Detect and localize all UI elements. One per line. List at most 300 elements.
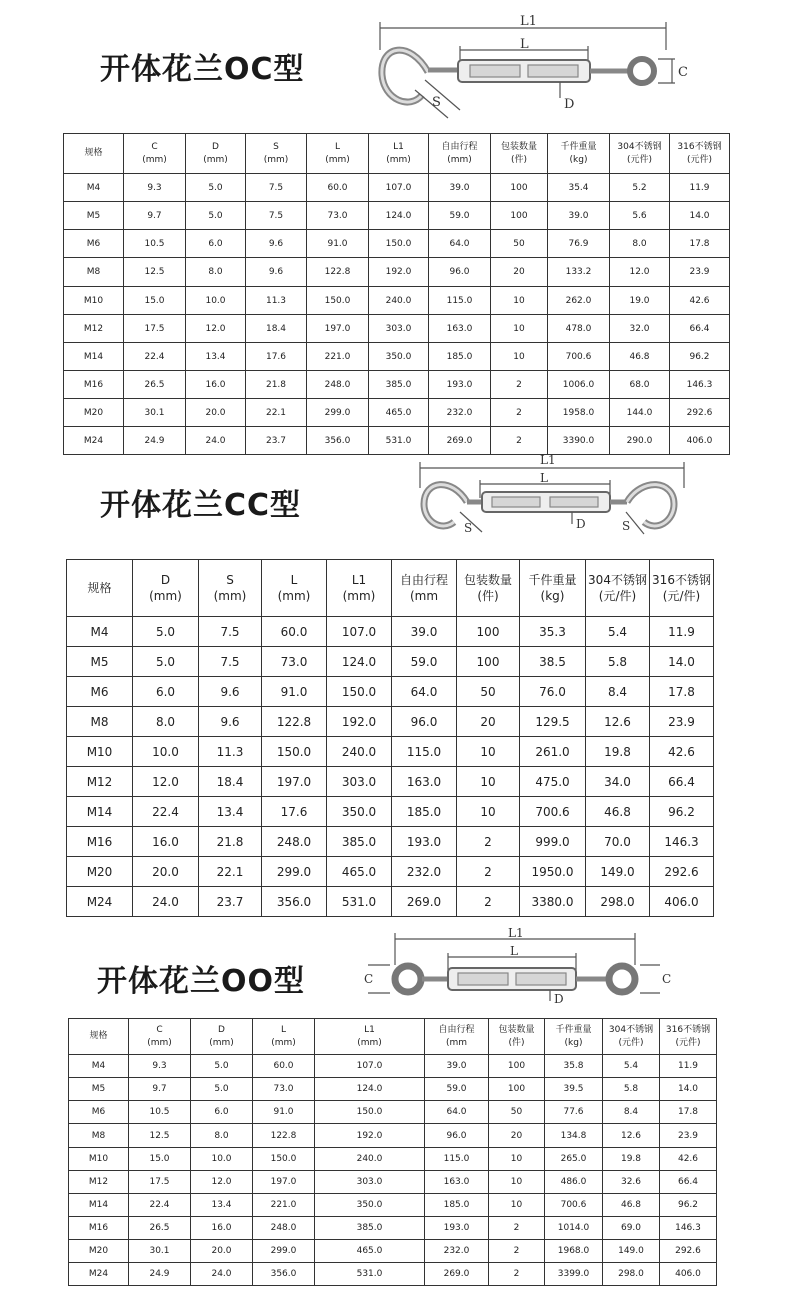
table-cell: 163.0: [429, 315, 491, 343]
table-row: [69, 1194, 717, 1217]
table-cell: 5.4: [603, 1055, 660, 1078]
table-row: [64, 427, 730, 455]
table-cell: 14.0: [670, 202, 730, 230]
column-header: [520, 560, 586, 617]
row-spec-cell: M24: [64, 427, 124, 455]
table-cell: 35.3: [520, 617, 586, 647]
table-cell: 59.0: [425, 1078, 489, 1101]
table-row: [67, 737, 714, 767]
table-cell: 66.4: [650, 767, 714, 797]
column-header-label: 千件重量: [555, 1025, 592, 1036]
table-cell: 290.0: [610, 427, 670, 455]
dim-label-s-right: S: [622, 519, 631, 533]
table-cell: 5.0: [186, 174, 246, 202]
table-cell: 60.0: [307, 174, 369, 202]
table-cell: 18.4: [246, 315, 307, 343]
table-cell: 14.0: [660, 1078, 717, 1101]
table-cell: 8.0: [610, 230, 670, 258]
row-spec-cell: M12: [67, 767, 133, 797]
table-cell: 16.0: [186, 371, 246, 399]
table-cell: 10: [489, 1148, 545, 1171]
table-cell: 12.0: [186, 315, 246, 343]
table-cell: 59.0: [392, 647, 457, 677]
table-cell: 91.0: [307, 230, 369, 258]
table-cell: 2: [489, 1217, 545, 1240]
column-header-unit: (件): [508, 1037, 525, 1048]
oc-spec-table: [63, 133, 730, 455]
table-cell: 999.0: [520, 827, 586, 857]
table-row: [67, 767, 714, 797]
table-cell: 21.8: [246, 371, 307, 399]
column-header: [603, 1019, 660, 1055]
table-cell: 9.6: [246, 230, 307, 258]
table-cell: 9.7: [129, 1078, 191, 1101]
table-cell: 24.9: [124, 427, 186, 455]
row-spec-cell: M5: [67, 647, 133, 677]
table-row: [69, 1101, 717, 1124]
table-cell: 10.5: [129, 1101, 191, 1124]
column-header: [670, 134, 730, 174]
table-row: [69, 1055, 717, 1078]
row-spec-cell: M16: [67, 827, 133, 857]
dim-label-s: S: [464, 521, 473, 535]
table-cell: 34.0: [586, 767, 650, 797]
table-cell: 299.0: [253, 1240, 315, 1263]
table-cell: 32.6: [603, 1171, 660, 1194]
table-cell: 66.4: [660, 1171, 717, 1194]
table-cell: 240.0: [315, 1148, 425, 1171]
table-cell: 5.6: [610, 202, 670, 230]
table-cell: 26.5: [129, 1217, 191, 1240]
table-row: [69, 1124, 717, 1148]
table-cell: 11.3: [246, 287, 307, 315]
column-header-label: 规格: [84, 148, 103, 159]
column-header: [457, 560, 520, 617]
oc-turnbuckle-diagram: [370, 10, 700, 120]
table-cell: 192.0: [369, 258, 429, 287]
table-cell: 221.0: [307, 343, 369, 371]
table-cell: 133.2: [548, 258, 610, 287]
column-header-unit: (mm): [149, 589, 182, 603]
table-row: [64, 343, 730, 371]
table-cell: 146.3: [660, 1217, 717, 1240]
table-cell: 197.0: [253, 1171, 315, 1194]
row-spec-cell: M5: [64, 202, 124, 230]
table-cell: 265.0: [545, 1148, 603, 1171]
row-spec-cell: M20: [67, 857, 133, 887]
table-cell: 13.4: [191, 1194, 253, 1217]
table-cell: 46.8: [603, 1194, 660, 1217]
table-cell: 77.6: [545, 1101, 603, 1124]
column-header-unit: (mm: [409, 589, 439, 603]
table-cell: 22.1: [246, 399, 307, 427]
table-cell: 100: [489, 1078, 545, 1101]
row-spec-cell: M14: [69, 1194, 129, 1217]
table-cell: 185.0: [429, 343, 491, 371]
dim-label-l1: L1: [540, 453, 556, 467]
table-cell: 59.0: [429, 202, 491, 230]
table-cell: 478.0: [548, 315, 610, 343]
table-cell: 5.0: [191, 1078, 253, 1101]
table-cell: 163.0: [425, 1171, 489, 1194]
table-cell: 24.9: [129, 1263, 191, 1286]
table-cell: 262.0: [548, 287, 610, 315]
table-row: [69, 1240, 717, 1263]
table-cell: 10: [489, 1171, 545, 1194]
table-cell: 11.3: [199, 737, 262, 767]
table-cell: 13.4: [186, 343, 246, 371]
table-cell: 107.0: [315, 1055, 425, 1078]
column-header-unit: (kg): [540, 589, 565, 603]
column-header-label: 千件重量: [560, 142, 597, 153]
table-cell: 30.1: [129, 1240, 191, 1263]
table-cell: 197.0: [307, 315, 369, 343]
row-spec-cell: M8: [69, 1124, 129, 1148]
table-cell: 7.5: [199, 647, 262, 677]
table-cell: 26.5: [124, 371, 186, 399]
dim-label-d: D: [576, 517, 586, 531]
column-header-unit: (mm): [447, 154, 472, 165]
dim-label-c-left: C: [364, 972, 374, 986]
column-header-label: C: [156, 1025, 163, 1036]
column-header: [186, 134, 246, 174]
table-cell: 2: [489, 1263, 545, 1286]
table-cell: 32.0: [610, 315, 670, 343]
table-cell: 356.0: [253, 1263, 315, 1286]
table-cell: 10: [491, 287, 548, 315]
table-cell: 20.0: [186, 399, 246, 427]
column-header-unit: (mm): [271, 1037, 296, 1048]
table-cell: 292.6: [650, 857, 714, 887]
table-cell: 20: [491, 258, 548, 287]
table-cell: 1006.0: [548, 371, 610, 399]
table-cell: 465.0: [327, 857, 392, 887]
table-cell: 100: [489, 1055, 545, 1078]
table-cell: 150.0: [307, 287, 369, 315]
table-cell: 232.0: [392, 857, 457, 887]
table-cell: 8.4: [586, 677, 650, 707]
table-cell: 7.5: [199, 617, 262, 647]
table-cell: 39.0: [425, 1055, 489, 1078]
table-cell: 10: [457, 737, 520, 767]
table-cell: 10.5: [124, 230, 186, 258]
table-cell: 17.6: [246, 343, 307, 371]
oc-table-body: [64, 174, 730, 455]
table-cell: 76.0: [520, 677, 586, 707]
cc-table-body: [67, 617, 714, 917]
dim-label-c-right: C: [662, 972, 672, 986]
table-cell: 23.7: [199, 887, 262, 917]
table-cell: 46.8: [586, 797, 650, 827]
table-cell: 269.0: [429, 427, 491, 455]
table-cell: 16.0: [133, 827, 199, 857]
table-cell: 2: [457, 827, 520, 857]
column-header-label: D: [218, 1025, 225, 1036]
table-cell: 14.0: [650, 647, 714, 677]
table-cell: 39.5: [545, 1078, 603, 1101]
table-cell: 21.8: [199, 827, 262, 857]
table-cell: 240.0: [327, 737, 392, 767]
section-title-cc: 开体花兰CC型: [100, 488, 302, 523]
table-row: [64, 174, 730, 202]
table-cell: 700.6: [545, 1194, 603, 1217]
column-header: [425, 1019, 489, 1055]
column-header: [67, 560, 133, 617]
table-cell: 10.0: [186, 287, 246, 315]
column-header-unit: (mm): [357, 1037, 382, 1048]
table-cell: 124.0: [369, 202, 429, 230]
table-cell: 11.9: [660, 1055, 717, 1078]
table-cell: 50: [489, 1101, 545, 1124]
table-cell: 299.0: [307, 399, 369, 427]
table-cell: 42.6: [670, 287, 730, 315]
table-row: [67, 617, 714, 647]
oo-spec-table: [68, 1018, 717, 1286]
table-cell: 356.0: [307, 427, 369, 455]
table-cell: 35.8: [545, 1055, 603, 1078]
table-cell: 22.4: [124, 343, 186, 371]
column-header-label: L1: [364, 1025, 375, 1036]
table-cell: 193.0: [392, 827, 457, 857]
table-cell: 10: [457, 797, 520, 827]
table-cell: 10.0: [191, 1148, 253, 1171]
table-cell: 406.0: [670, 427, 730, 455]
table-row: [64, 287, 730, 315]
table-cell: 146.3: [670, 371, 730, 399]
table-cell: 5.0: [133, 617, 199, 647]
table-cell: 115.0: [425, 1148, 489, 1171]
table-cell: 15.0: [124, 287, 186, 315]
row-spec-cell: M24: [69, 1263, 129, 1286]
column-header-unit: (元件): [675, 1037, 701, 1048]
table-cell: 22.4: [129, 1194, 191, 1217]
column-header-unit: (kg): [564, 1037, 583, 1048]
column-header-label: 千件重量: [528, 572, 577, 587]
column-header-unit: (kg): [569, 154, 588, 165]
column-header: [129, 1019, 191, 1055]
table-cell: 465.0: [315, 1240, 425, 1263]
table-cell: 1958.0: [548, 399, 610, 427]
column-header: [69, 1019, 129, 1055]
table-cell: 9.3: [129, 1055, 191, 1078]
row-spec-cell: M6: [69, 1101, 129, 1124]
table-cell: 96.0: [425, 1124, 489, 1148]
table-cell: 150.0: [327, 677, 392, 707]
table-cell: 76.9: [548, 230, 610, 258]
table-cell: 20.0: [133, 857, 199, 887]
table-cell: 91.0: [253, 1101, 315, 1124]
table-cell: 144.0: [610, 399, 670, 427]
column-header: [548, 134, 610, 174]
table-cell: 15.0: [129, 1148, 191, 1171]
table-cell: 115.0: [429, 287, 491, 315]
table-cell: 12.0: [191, 1171, 253, 1194]
column-header-label: 316不锈钢: [677, 142, 722, 153]
table-cell: 35.4: [548, 174, 610, 202]
column-header-unit: (mm): [263, 154, 289, 165]
column-header-label: D: [160, 572, 171, 587]
section-title-oc: 开体花兰OC型: [100, 52, 305, 87]
column-header-label: 规格: [87, 580, 112, 595]
table-cell: 64.0: [429, 230, 491, 258]
cc-turnbuckle-diagram: [412, 452, 702, 542]
column-header-unit: (元件): [686, 154, 713, 165]
table-cell: 96.0: [392, 707, 457, 737]
column-header-unit: (mm): [203, 154, 228, 165]
row-spec-cell: M16: [69, 1217, 129, 1240]
table-cell: 7.5: [246, 174, 307, 202]
column-header-unit: (mm): [325, 154, 350, 165]
table-cell: 24.0: [191, 1263, 253, 1286]
table-cell: 96.2: [660, 1194, 717, 1217]
table-cell: 2: [489, 1240, 545, 1263]
row-spec-cell: M10: [64, 287, 124, 315]
table-row: [69, 1078, 717, 1101]
table-cell: 100: [491, 174, 548, 202]
column-header-label: L1: [393, 142, 404, 153]
table-cell: 68.0: [610, 371, 670, 399]
table-cell: 150.0: [253, 1148, 315, 1171]
table-cell: 298.0: [603, 1263, 660, 1286]
table-cell: 73.0: [262, 647, 327, 677]
table-cell: 64.0: [425, 1101, 489, 1124]
row-spec-cell: M14: [67, 797, 133, 827]
table-cell: 12.6: [586, 707, 650, 737]
table-cell: 2: [457, 857, 520, 887]
table-cell: 5.0: [186, 202, 246, 230]
column-header: [315, 1019, 425, 1055]
table-row: [64, 202, 730, 230]
table-cell: 10: [491, 343, 548, 371]
table-cell: 8.0: [191, 1124, 253, 1148]
table-cell: 261.0: [520, 737, 586, 767]
table-cell: 129.5: [520, 707, 586, 737]
table-row: [64, 258, 730, 287]
table-cell: 406.0: [660, 1263, 717, 1286]
table-row: [67, 857, 714, 887]
column-header-label: 304不锈钢: [617, 142, 662, 153]
table-cell: 107.0: [327, 617, 392, 647]
table-row: [64, 230, 730, 258]
table-cell: 8.0: [133, 707, 199, 737]
table-cell: 150.0: [262, 737, 327, 767]
column-header-label: 304不锈钢: [588, 572, 647, 587]
table-cell: 163.0: [392, 767, 457, 797]
column-header: [545, 1019, 603, 1055]
table-cell: 122.8: [307, 258, 369, 287]
table-cell: 303.0: [369, 315, 429, 343]
column-header-label: 规格: [89, 1031, 108, 1042]
column-header-unit: (元件): [626, 154, 653, 165]
row-spec-cell: M10: [69, 1148, 129, 1171]
table-cell: 3390.0: [548, 427, 610, 455]
row-spec-cell: M16: [64, 371, 124, 399]
table-cell: 46.8: [610, 343, 670, 371]
table-cell: 150.0: [315, 1101, 425, 1124]
table-cell: 185.0: [425, 1194, 489, 1217]
table-cell: 2: [491, 427, 548, 455]
table-cell: 192.0: [327, 707, 392, 737]
table-cell: 69.0: [603, 1217, 660, 1240]
section-title-oo: 开体花兰OO型: [97, 964, 306, 999]
oo-table-body: [69, 1055, 717, 1286]
table-cell: 12.0: [133, 767, 199, 797]
dim-label-s: S: [432, 95, 441, 110]
column-header-unit: (mm): [213, 589, 247, 603]
table-row: [67, 887, 714, 917]
row-spec-cell: M4: [64, 174, 124, 202]
table-cell: 96.2: [670, 343, 730, 371]
column-header: [124, 134, 186, 174]
column-header: [199, 560, 262, 617]
column-header: [650, 560, 714, 617]
dim-label-l1: L1: [520, 14, 537, 29]
table-cell: 96.0: [429, 258, 491, 287]
row-spec-cell: M10: [67, 737, 133, 767]
table-cell: 122.8: [262, 707, 327, 737]
table-cell: 2: [491, 371, 548, 399]
table-cell: 23.9: [660, 1124, 717, 1148]
column-header: [64, 134, 124, 174]
table-cell: 115.0: [392, 737, 457, 767]
table-cell: 30.1: [124, 399, 186, 427]
dim-label-d: D: [564, 97, 575, 112]
table-cell: 292.6: [660, 1240, 717, 1263]
table-cell: 193.0: [425, 1217, 489, 1240]
table-row: [67, 827, 714, 857]
row-spec-cell: M20: [69, 1240, 129, 1263]
table-cell: 39.0: [392, 617, 457, 647]
column-header-unit: (元/件): [598, 589, 637, 603]
table-cell: 17.8: [660, 1101, 717, 1124]
table-cell: 5.8: [586, 647, 650, 677]
table-cell: 269.0: [392, 887, 457, 917]
table-cell: 60.0: [262, 617, 327, 647]
table-cell: 60.0: [253, 1055, 315, 1078]
row-spec-cell: M20: [64, 399, 124, 427]
table-cell: 11.9: [650, 617, 714, 647]
table-cell: 1014.0: [545, 1217, 603, 1240]
column-header: [489, 1019, 545, 1055]
column-header: [307, 134, 369, 174]
row-spec-cell: M5: [69, 1078, 129, 1101]
table-cell: 406.0: [650, 887, 714, 917]
table-cell: 3380.0: [520, 887, 586, 917]
table-cell: 475.0: [520, 767, 586, 797]
table-cell: 12.5: [129, 1124, 191, 1148]
table-cell: 269.0: [425, 1263, 489, 1286]
table-cell: 100: [491, 202, 548, 230]
column-header-label: C: [151, 142, 158, 153]
column-header-label: 包装数量: [498, 1025, 535, 1036]
table-cell: 17.8: [650, 677, 714, 707]
column-header: [610, 134, 670, 174]
column-header: [369, 134, 429, 174]
table-cell: 486.0: [545, 1171, 603, 1194]
dim-label-c: C: [678, 65, 688, 80]
table-cell: 17.6: [262, 797, 327, 827]
table-row: [67, 677, 714, 707]
column-header: [253, 1019, 315, 1055]
table-cell: 385.0: [369, 371, 429, 399]
table-cell: 9.6: [199, 677, 262, 707]
table-cell: 91.0: [262, 677, 327, 707]
dim-label-l: L: [520, 37, 529, 52]
table-cell: 12.0: [610, 258, 670, 287]
oo-turnbuckle-diagram: [360, 925, 680, 1005]
table-cell: 232.0: [425, 1240, 489, 1263]
table-cell: 146.3: [650, 827, 714, 857]
